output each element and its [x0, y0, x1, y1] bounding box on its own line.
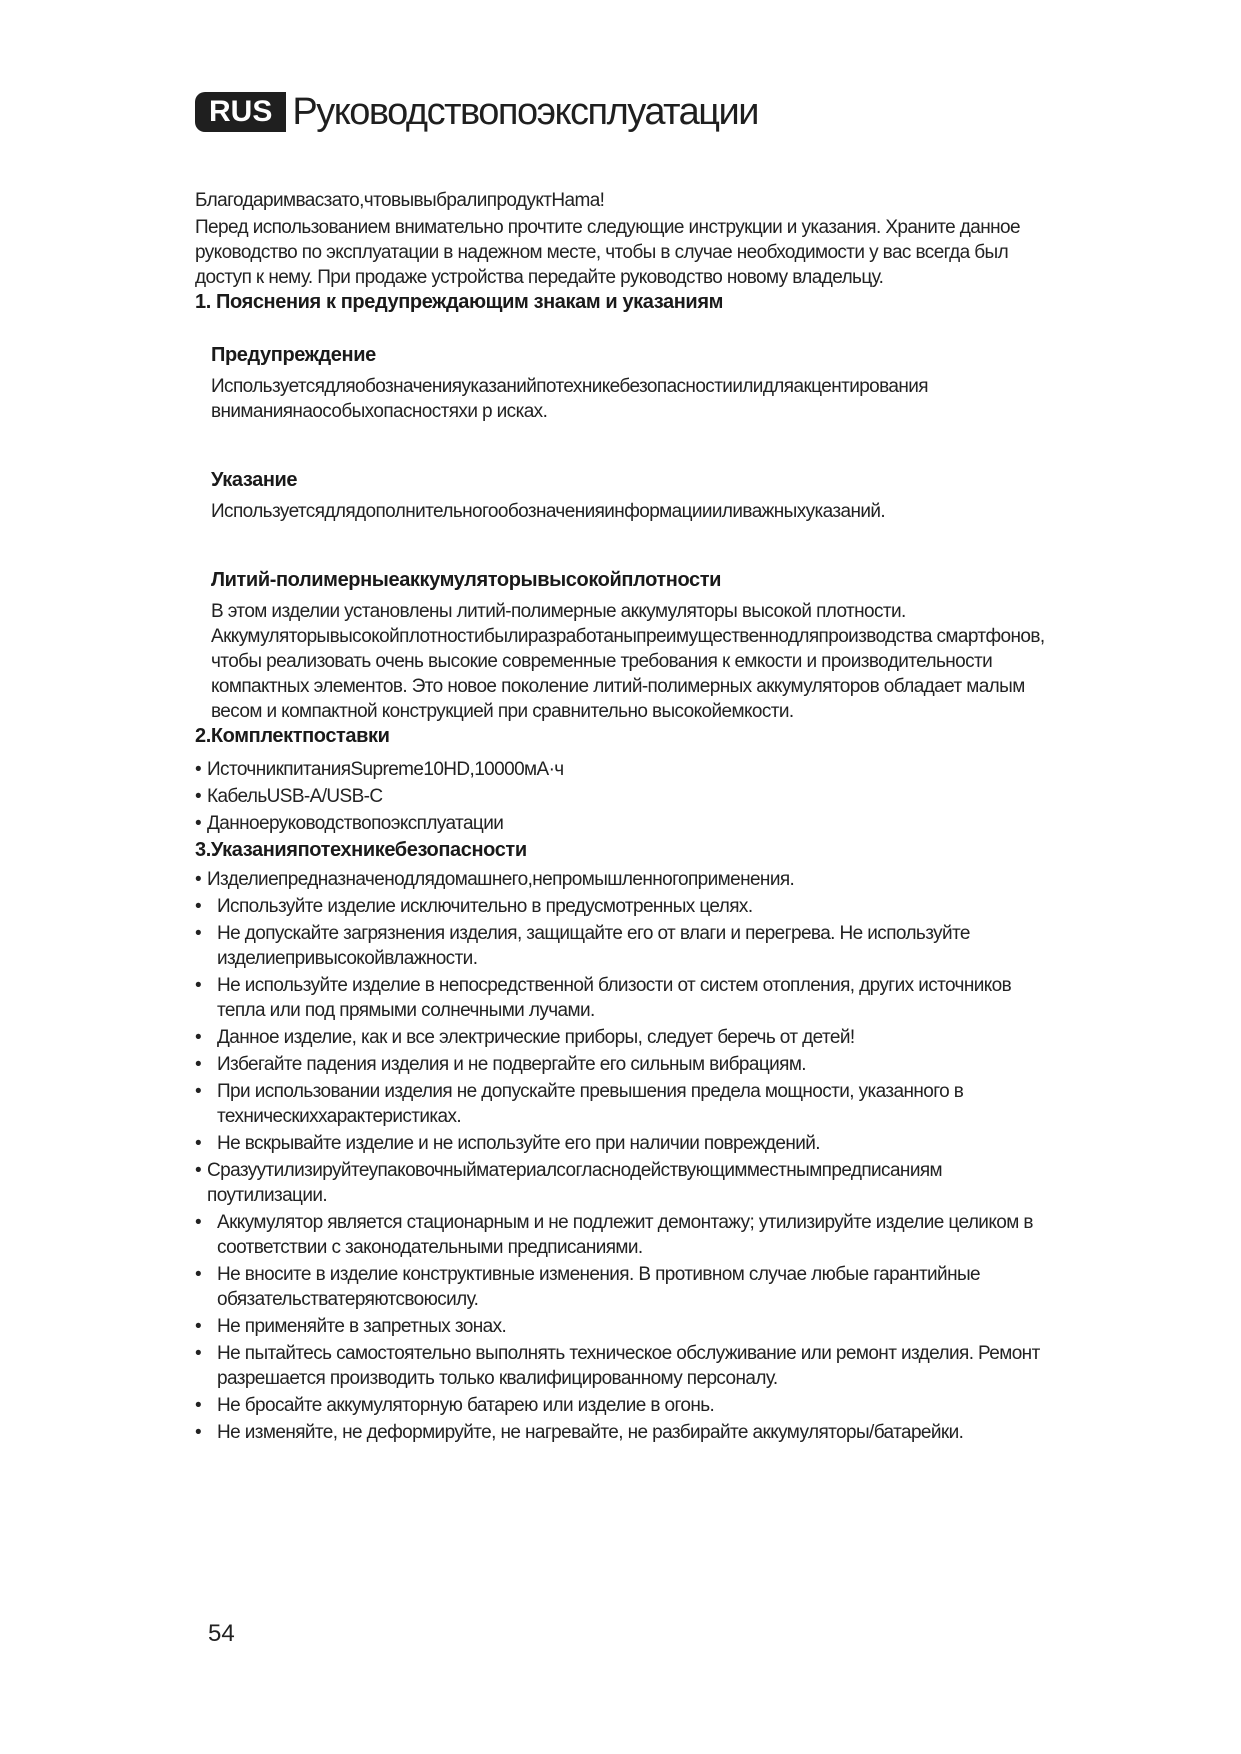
page-header — [195, 92, 758, 132]
lipo-title: Литий-полимерныеаккумуляторывысокойплотности — [211, 569, 722, 591]
list-item: • Не применяйте в запретных зонах. — [195, 1314, 1055, 1339]
intro-thanks: Благодаримвасзато,чтовывыбралипродуктHama! — [195, 190, 605, 211]
list-item: • При использовании изделия не допускайте превышения предела мощности, указанного в техническиххарактеристиках. — [195, 1079, 1055, 1129]
warning-text: Используетсядляобозначенияуказанийпотехникебезопасностиилидляакцентирования вниманиянаособыхопасностяхи р исках. — [211, 376, 928, 422]
section-1-title: 1. Пояснения к предупреждающим знакам и указаниям — [195, 291, 723, 313]
note-text: Используетсядлядополнительногообозначенияинформациииливажныхуказаний. — [211, 501, 886, 522]
intro-text: Перед использованием внимательно прочтите следующие инструкции и указания. Храните данное руководство по эксплуатации в надежном месте, чтобы в случае необходимости у вас всегда был доступ к нему. При продаже устройства передайте руководство новому владельцу. — [195, 217, 1020, 288]
list-item: • Используйте изделие исключительно в предусмотренных целях. — [195, 894, 1055, 919]
warning-block — [195, 343, 1055, 424]
list-item: • Не допускайте загрязнения изделия, защищайте его от влаги и перегрева. Не используйте изделиепривысокойвлажности. — [195, 921, 1055, 971]
note-block — [195, 468, 1055, 524]
page-title: Руководствопоэксплуатации — [292, 91, 759, 133]
list-item: • Не пытайтесь самостоятельно выполнять техническое обслуживание или ремонт изделия. Ремонт разрешается производить только квалифицированному персоналу. — [195, 1341, 1055, 1391]
list-item: • Не изменяйте, не деформируйте, не нагревайте, не разбирайте аккумуляторы/батарейки. — [195, 1420, 1055, 1445]
safety-list — [195, 867, 1055, 1445]
package-contents-list — [195, 757, 1055, 836]
lipo-block — [195, 568, 1055, 724]
page-number: 54 — [208, 1620, 235, 1647]
intro — [195, 188, 1055, 290]
section-3-title: 3.Указанияпотехникебезопасности — [195, 839, 527, 861]
lipo-text: В этом изделии установлены литий-полимерные аккумуляторы высокой плотности. Аккумуляторывысокойплотностибылиразработаныпреимущественнодляпроизводства смартфонов, чтобы реализовать очень высокие современные требования к емкости и производительности компактных элементов. Это новое поколение литий-полимерных аккумуляторов обладает малым весом и компактной конструкцией при сравнительно высокойемкости. — [211, 601, 1045, 722]
list-item: • Избегайте падения изделия и не подвергайте его сильным вибрациям. — [195, 1052, 1055, 1077]
list-item: • Данное изделие, как и все электрические приборы, следует беречь от детей! — [195, 1025, 1055, 1050]
list-item: • Не вносите в изделие конструктивные изменения. В противном случае любые гарантийные обязательстватеряютсвоюсилу. — [195, 1262, 1055, 1312]
language-badge: RUS — [195, 92, 286, 132]
list-item: • Сразуутилизируйтеупаковочныйматериалсогласнодействующимместнымпредписаниям поутилизации. — [195, 1158, 1055, 1208]
list-item: • Не бросайте аккумуляторную батарею или изделие в огонь. — [195, 1393, 1055, 1418]
list-item: • ИсточникпитанияSupreme10HD,10000мА·ч — [195, 757, 1055, 782]
list-item: • КабельUSB-A/USB-C — [195, 784, 1055, 809]
list-item: • Изделиепредназначенодлядомашнего,непромышленногоприменения. — [195, 867, 1055, 892]
warning-title: Предупреждение — [211, 344, 376, 366]
list-item: • Не используйте изделие в непосредственной близости от систем отопления, других источников тепла или под прямыми солнечными лучами. — [195, 973, 1055, 1023]
list-item: • Не вскрывайте изделие и не используйте его при наличии повреждений. — [195, 1131, 1055, 1156]
document-body — [195, 188, 1055, 1447]
note-title: Указание — [211, 469, 298, 491]
section-2-title: 2.Комплектпоставки — [195, 725, 390, 747]
list-item: • Аккумулятор является стационарным и не подлежит демонтажу; утилизируйте изделие целиком в соответствии с законодательными предписаниями. — [195, 1210, 1055, 1260]
list-item: • Данноеруководствопоэксплуатации — [195, 811, 1055, 836]
